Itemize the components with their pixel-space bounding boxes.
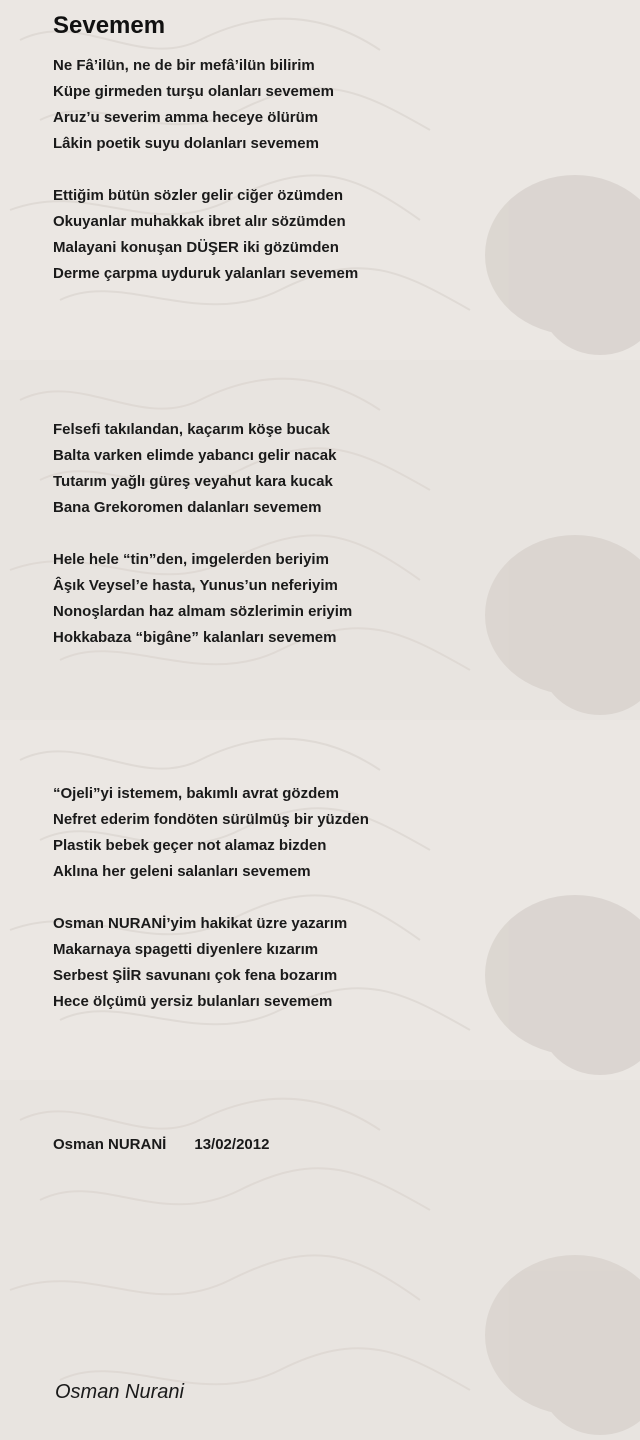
poem-line: Malayani konuşan DÜŞER iki gözümden — [53, 239, 339, 256]
stanza-6 — [53, 911, 613, 1015]
poem-line: Plastik bebek geçer not alamaz bizden — [53, 837, 327, 854]
poem-line: Lâkin poetik suyu dolanları sevemem — [53, 135, 319, 152]
poem-line: Hokkabaza “bigâne” kalanları sevemem — [53, 629, 337, 646]
poem-title: Sevemem — [53, 12, 166, 39]
poem-line: Felsefi takılandan, kaçarım köşe bucak — [53, 421, 330, 438]
stanza-spacer — [53, 157, 613, 183]
signature-date: 13/02/2012 — [194, 1136, 270, 1153]
poem-line: Nonoşlardan haz almam sözlerimin eriyim — [53, 603, 353, 620]
poem-line: Bana Grekoromen dalanları sevemem — [53, 499, 322, 516]
poem-line: Hele hele “tin”den, imgelerden beriyim — [53, 551, 329, 568]
stanza-4 — [53, 547, 613, 651]
poem-line: Aklına her geleni salanları sevemem — [53, 863, 311, 880]
signature-name: Osman NURANİ — [53, 1136, 167, 1153]
poem-line: Ettiğim bütün sözler gelir ciğer özümden — [53, 187, 344, 204]
poem-line: Okuyanlar muhakkak ibret alır sözümden — [53, 213, 346, 230]
stanza-spacer — [53, 521, 613, 547]
poem-line: Serbest ŞİİR savunanı çok fena bozarım — [53, 967, 338, 984]
stanza-5 — [53, 781, 613, 885]
poem-line: Makarnaya spagetti diyenlere kızarım — [53, 941, 319, 958]
poem-line: Aruz’u severim amma heceye ölürüm — [53, 109, 319, 126]
section-spacer — [53, 287, 613, 417]
poem-body — [53, 53, 613, 1015]
poem-line: Ne Fâ’ilün, ne de bir mefâ’ilün bilirim — [53, 57, 315, 74]
stanza-2 — [53, 183, 613, 287]
poem-line: Nefret ederim fondöten sürülmüş bir yüzden — [53, 811, 369, 828]
poem-line: Tutarım yağlı güreş veyahut kara kucak — [53, 473, 333, 490]
poem-line: Âşık Veysel’e hasta, Yunus’un neferiyim — [53, 577, 338, 594]
poem-line: Balta varken elimde yabancı gelir nacak — [53, 447, 337, 464]
poem-line: Derme çarpma uyduruk yalanları sevemem — [53, 265, 359, 282]
stanza-1 — [53, 53, 613, 157]
author-name: Osman Nurani — [55, 1381, 184, 1403]
poem-line: Hece ölçümü yersiz bulanları sevemem — [53, 993, 333, 1010]
poem-line: “Ojeli”yi istemem, bakımlı avrat gözdem — [53, 785, 339, 802]
poem-line: Küpe girmeden turşu olanları sevemem — [53, 83, 334, 100]
stanza-3 — [53, 417, 613, 521]
poem-signature — [53, 1133, 269, 1157]
section-spacer — [53, 651, 613, 781]
poem-line: Osman NURANİ’yim hakikat üzre yazarım — [53, 915, 348, 932]
stanza-spacer — [53, 885, 613, 911]
